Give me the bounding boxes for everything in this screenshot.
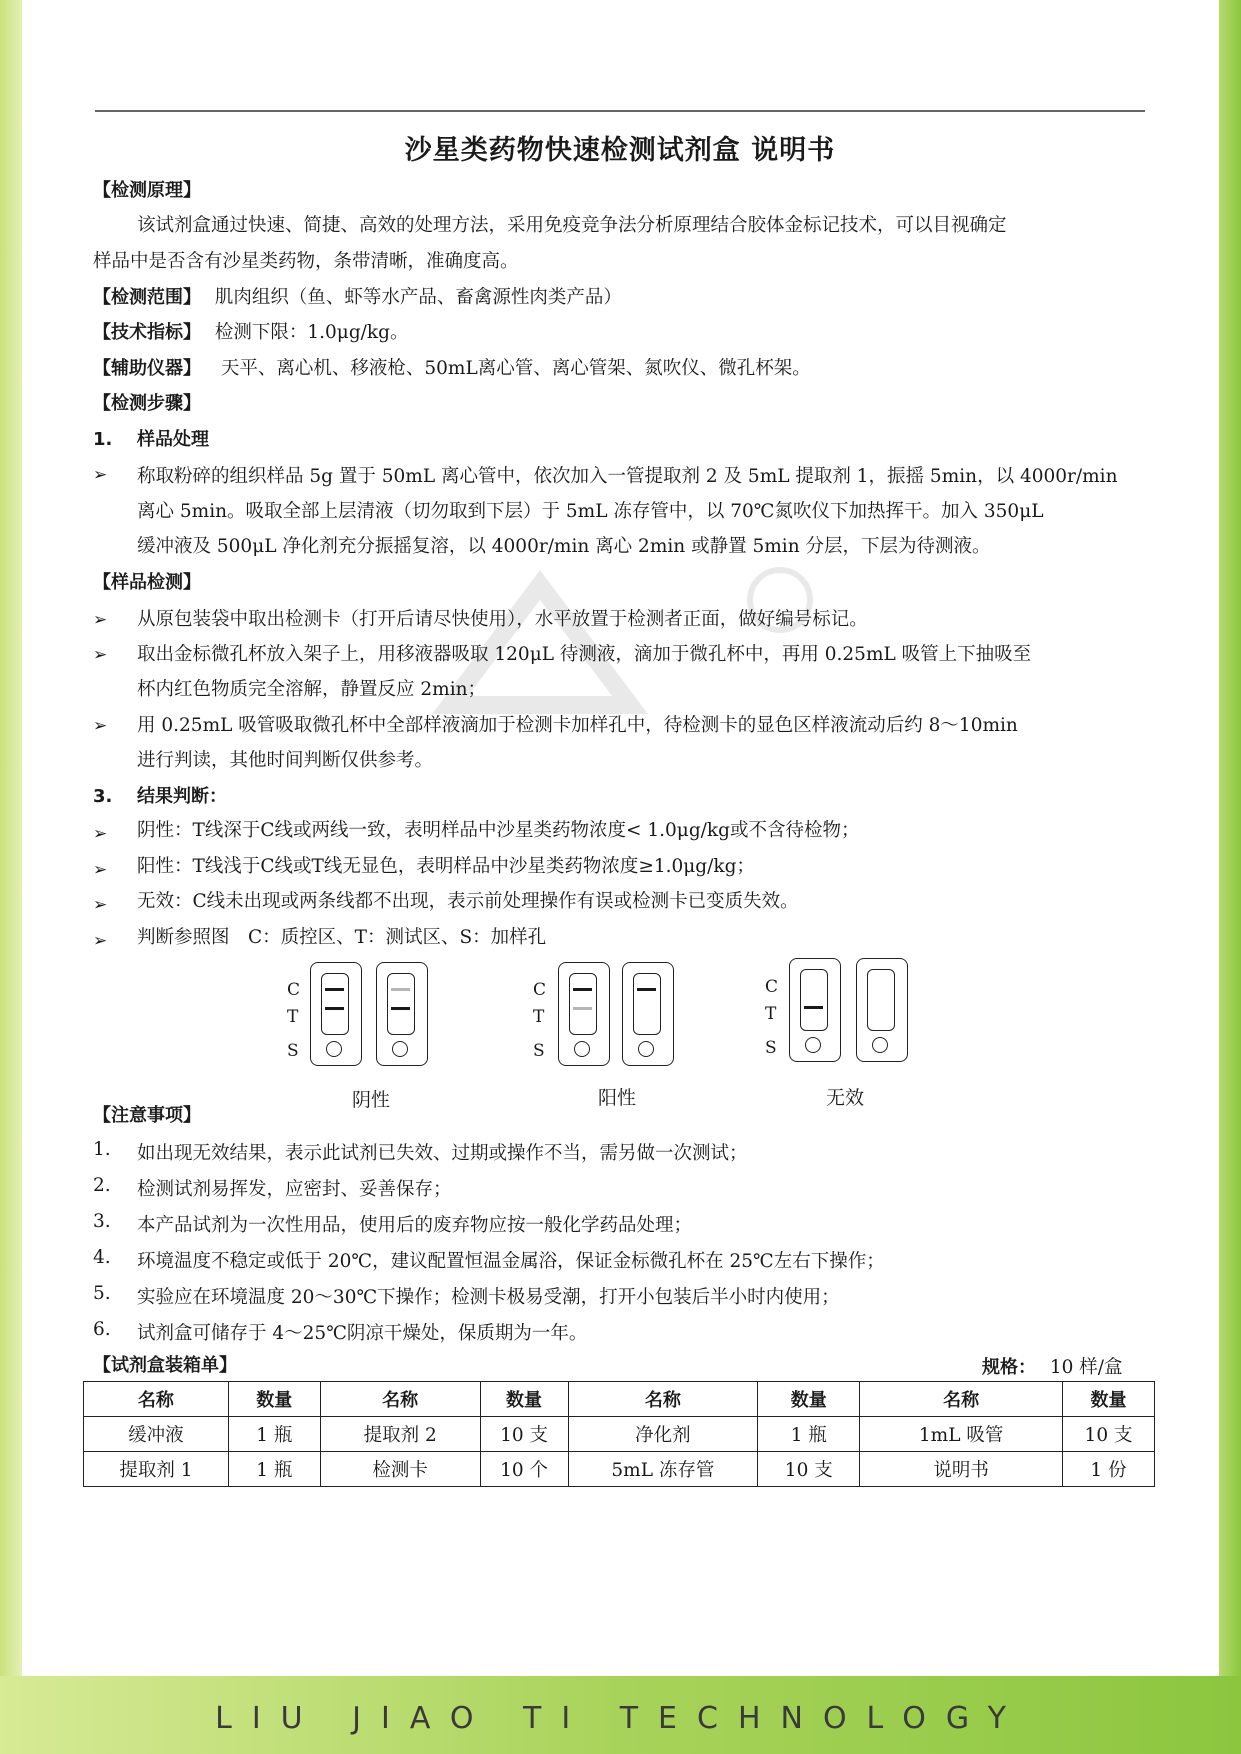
label-t: T — [287, 1007, 299, 1027]
result-invalid: 无效：C线未出现或两条线都不出现，表示前处理操作有误或检测卡已变质失效。 — [137, 891, 799, 912]
step1-number: 1. — [93, 429, 113, 450]
spec-heading: 【技术指标】 — [93, 322, 201, 343]
top-rule — [95, 110, 1145, 112]
note-text: 试剂盒可储存于 4～25℃阴凉干燥处，保质期为一年。 — [137, 1323, 588, 1344]
bullet-arrow-icon: ➢ — [93, 860, 108, 880]
result-window — [633, 973, 661, 1035]
packing-cell: 1 份 — [1063, 1452, 1155, 1487]
sample-well-icon — [638, 1041, 654, 1057]
packing-spec-label: 规格： — [982, 1357, 1036, 1378]
packing-cell: 1 瓶 — [758, 1417, 860, 1452]
instruments-heading: 【辅助仪器】 — [93, 358, 201, 379]
packing-table-header — [84, 1382, 1155, 1417]
packing-cell: 5mL 冻存管 — [568, 1452, 758, 1487]
note-number: 5. — [93, 1283, 111, 1304]
caption-negative: 阴性 — [352, 1089, 391, 1111]
principle-text-1: 该试剂盒通过快速、简捷、高效的处理方法，采用免疫竞争法分析原理结合胶体金标记技术，可以目视确定 — [137, 215, 1007, 236]
c-line — [573, 988, 592, 991]
principle-text-2: 样品中是否含有沙星类药物，条带清晰，准确度高。 — [93, 251, 519, 272]
test-card — [558, 962, 610, 1066]
t-line — [325, 1007, 344, 1010]
step1-row — [93, 427, 1153, 453]
result-negative: 阴性：T线深于C线或两线一致，表明样品中沙星类药物浓度< 1.0μg/kg或不含待检物； — [137, 820, 860, 841]
packing-cell: 10 支 — [1063, 1417, 1155, 1452]
step1-body — [137, 459, 1147, 564]
packing-table-body — [84, 1417, 1155, 1487]
sample-well-icon — [574, 1041, 590, 1057]
result-title: 结果判断： — [137, 786, 227, 807]
document-title: 沙星类药物快速检测试剂盒 说明书 — [404, 135, 836, 166]
footer-brand-text: LIU JIAO TI TECHNOLOGY — [215, 1701, 1026, 1736]
note-text: 检测试剂易挥发，应密封、妥善保存； — [137, 1179, 452, 1200]
bullet-arrow-icon: ➢ — [93, 824, 108, 844]
caption-invalid: 无效 — [826, 1087, 865, 1109]
result-number: 3. — [93, 786, 113, 807]
note-number: 6. — [93, 1319, 111, 1340]
packing-cell: 1 瓶 — [228, 1452, 320, 1487]
scope-text: 肌肉组织（鱼、虾等水产品、畜禽源性肉类产品） — [214, 287, 622, 308]
step1-line-2: 离心 5min。吸取全部上层清液（切勿取到下层）于 5mL 冻存管中，以 70℃氮吹仪下加热挥干。加入 350μL — [137, 501, 1044, 522]
packing-header-cell: 数量 — [480, 1382, 568, 1417]
label-s: S — [287, 1041, 299, 1061]
scope-row — [93, 285, 1153, 311]
frame-left-border — [0, 0, 22, 1754]
label-c: C — [765, 977, 779, 997]
note-text: 环境温度不稳定或低于 20℃，建议配置恒温金属浴，保证金标微孔杯在 25℃左右下操作； — [137, 1251, 885, 1272]
t-line — [391, 1007, 410, 1010]
packing-cell: 净化剂 — [568, 1417, 758, 1452]
bullet-arrow-icon: ➢ — [93, 610, 108, 630]
detection-bullet-3-line-1: 用 0.25mL 吸管吸取微孔杯中全部样液滴加于检测卡加样孔中，待检测卡的显色区样液流动后约 8～10min — [137, 715, 1018, 736]
label-c: C — [287, 980, 301, 1000]
packing-header-cell: 名称 — [320, 1382, 480, 1417]
packing-spec — [982, 1353, 1123, 1379]
label-s: S — [765, 1038, 777, 1058]
packing-header-cell: 名称 — [84, 1382, 229, 1417]
packing-heading: 【试剂盒装箱单】 — [93, 1355, 237, 1376]
caption-positive: 阳性 — [598, 1087, 637, 1109]
packing-header-cell: 数量 — [228, 1382, 320, 1417]
scope-heading: 【检测范围】 — [93, 287, 201, 308]
packing-cell: 检测卡 — [320, 1452, 480, 1487]
packing-header-cell: 数量 — [1063, 1382, 1155, 1417]
test-card — [376, 962, 428, 1066]
packing-header-cell: 数量 — [758, 1382, 860, 1417]
sample-well-icon — [805, 1037, 821, 1053]
step1-line-1: 称取粉碎的组织样品 5g 置于 50mL 离心管中，依次加入一管提取剂 2 及 5mL 提取剂 1，振摇 5min，以 4000r/min — [137, 466, 1118, 487]
packing-cell: 10 支 — [480, 1417, 568, 1452]
frame-right-border — [1219, 0, 1241, 1754]
notes-heading: 【注意事项】 — [93, 1105, 201, 1126]
packing-cell: 缓冲液 — [84, 1417, 229, 1452]
bullet-arrow-icon: ➢ — [93, 931, 108, 951]
spec-row — [93, 320, 1153, 346]
packing-cell: 1mL 吸管 — [860, 1417, 1063, 1452]
detection-bullet-1: 从原包装袋中取出检测卡（打开后请尽快使用），水平放置于检测者正面，做好编号标记。 — [137, 609, 868, 630]
c-line — [391, 988, 410, 991]
bullet-arrow-icon: ➢ — [93, 716, 108, 736]
principle-heading: 【检测原理】 — [93, 180, 201, 201]
detection-bullet-2-line-2: 杯内红色物质完全溶解，静置反应 2min； — [137, 679, 487, 700]
sample-well-icon — [392, 1041, 408, 1057]
note-number: 4. — [93, 1247, 111, 1268]
t-line — [573, 1007, 592, 1010]
packing-cell: 1 瓶 — [228, 1417, 320, 1452]
c-line — [637, 988, 656, 991]
packing-table — [83, 1381, 1155, 1487]
step1-title: 样品处理 — [137, 429, 209, 450]
table-row — [84, 1452, 1155, 1487]
sample-well-icon — [326, 1041, 342, 1057]
result-row — [93, 784, 1153, 810]
test-card — [856, 958, 908, 1062]
t-line — [804, 1006, 823, 1009]
principle-section — [93, 178, 1153, 204]
packing-header-cell: 名称 — [860, 1382, 1063, 1417]
note-text: 实验应在环境温度 20～30℃下操作；检测卡极易受潮，打开小包装后半小时内使用； — [137, 1287, 840, 1308]
packing-cell: 10 个 — [480, 1452, 568, 1487]
steps-heading-row — [93, 391, 1153, 417]
table-row — [84, 1417, 1155, 1452]
steps-heading: 【检测步骤】 — [93, 393, 201, 414]
detection-heading: 【样品检测】 — [93, 572, 201, 593]
note-number: 2. — [93, 1175, 111, 1196]
step1-line-3: 缓冲液及 500μL 净化剂充分振摇复溶，以 4000r/min 离心 2min 或静置 5min 分层，下层为待测液。 — [137, 536, 991, 557]
label-c: C — [533, 980, 547, 1000]
bullet-arrow-icon: ➢ — [93, 645, 108, 665]
note-text: 本产品试剂为一次性用品，使用后的废弃物应按一般化学药品处理； — [137, 1215, 693, 1236]
test-card — [622, 962, 674, 1066]
detection-bullet-3-line-2: 进行判读，其他时间判断仅供参考。 — [137, 750, 434, 771]
result-window — [321, 973, 349, 1035]
result-window — [867, 969, 895, 1031]
detection-bullet-2 — [137, 637, 1147, 707]
detection-bullet-3 — [137, 708, 1147, 778]
instruments-text: 天平、离心机、移液枪、50mL离心管、离心管架、氮吹仪、微孔杯架。 — [220, 358, 811, 379]
note-number: 3. — [93, 1211, 111, 1232]
test-card — [310, 962, 362, 1066]
instruments-row — [93, 356, 1153, 382]
packing-cell: 提取剂 2 — [320, 1417, 480, 1452]
detection-heading-row — [93, 570, 1153, 596]
result-reference: 判断参照图 C：质控区、T：测试区、S：加样孔 — [137, 927, 547, 948]
packing-header-cell: 名称 — [568, 1382, 758, 1417]
bullet-arrow-icon: ➢ — [93, 895, 108, 915]
result-window — [569, 973, 597, 1035]
label-s: S — [533, 1041, 545, 1061]
label-t: T — [533, 1007, 545, 1027]
packing-cell: 说明书 — [860, 1452, 1063, 1487]
spec-text: 检测下限：1.0μg/kg。 — [214, 322, 409, 343]
packing-spec-value: 10 样/盒 — [1049, 1357, 1123, 1378]
label-t: T — [765, 1004, 777, 1024]
result-window — [387, 973, 415, 1035]
result-positive: 阳性：T线浅于C线或T线无显色，表明样品中沙星类药物浓度≥1.0μg/kg； — [137, 856, 755, 877]
note-text: 如出现无效结果，表示此试剂已失效、过期或操作不当，需另做一次测试； — [137, 1143, 748, 1164]
packing-cell: 10 支 — [758, 1452, 860, 1487]
c-line — [325, 988, 344, 991]
detection-bullet-2-line-1: 取出金标微孔杯放入架子上，用移液器吸取 120μL 待测液，滴加于微孔杯中，再用 0.25mL 吸管上下抽吸至 — [137, 644, 1032, 665]
sample-well-icon — [872, 1037, 888, 1053]
test-card — [789, 958, 841, 1062]
result-window — [800, 969, 828, 1031]
notes-heading-row — [93, 1103, 1153, 1129]
note-number: 1. — [93, 1139, 111, 1160]
packing-cell: 提取剂 1 — [84, 1452, 229, 1487]
bullet-arrow-icon: ➢ — [93, 465, 108, 485]
